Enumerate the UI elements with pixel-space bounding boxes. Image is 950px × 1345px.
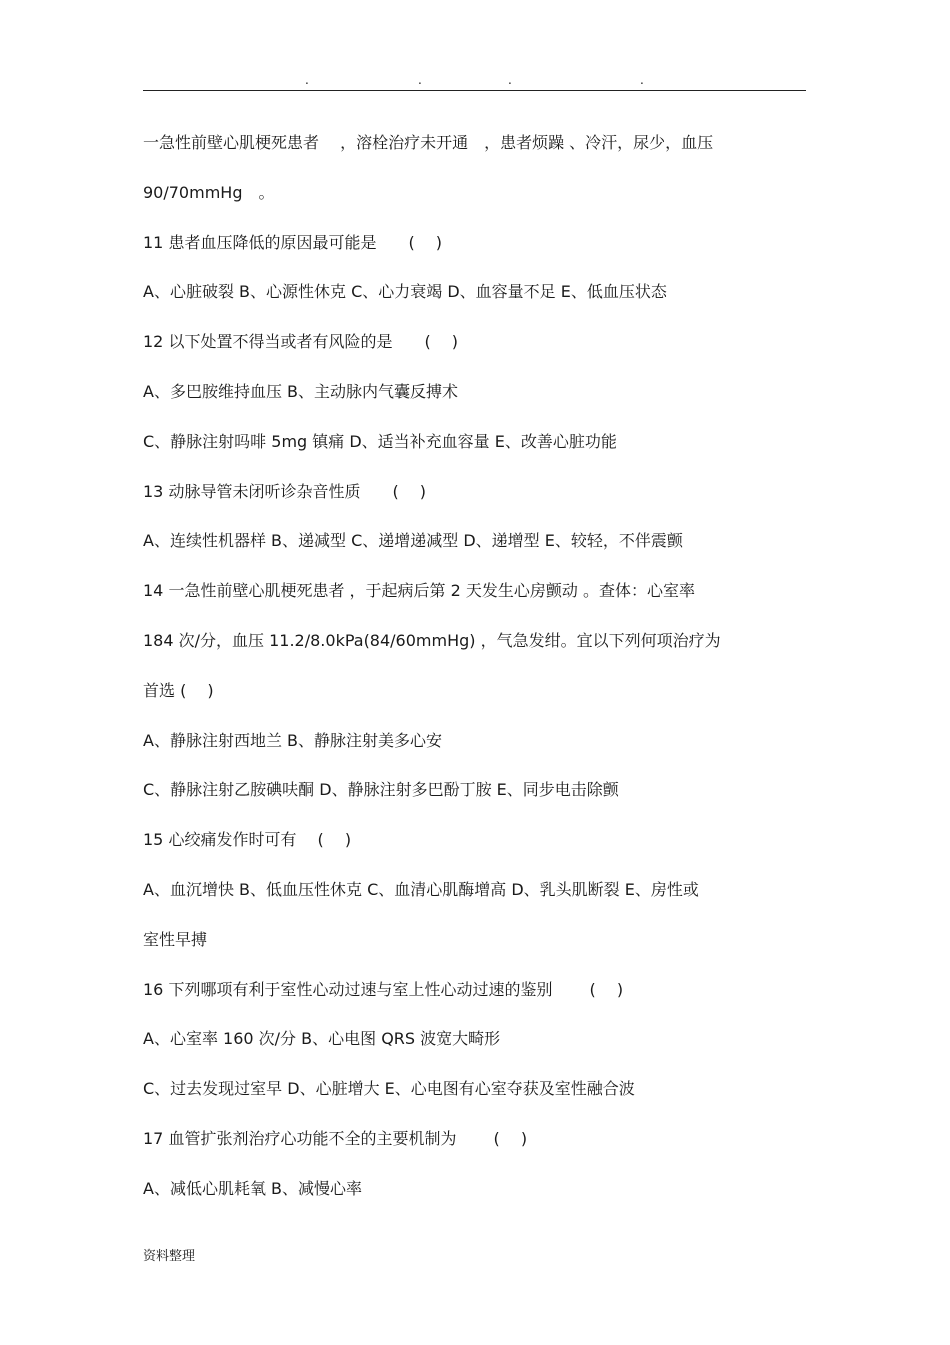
- question-17: 17 血管扩张剂治疗心功能不全的主要机制为 ( ): [143, 1128, 528, 1148]
- page-header-dots: [143, 72, 806, 88]
- question-12: 12 以下处置不得当或者有风险的是 ( ): [143, 332, 459, 352]
- question-intro-line: 一急性前壁心肌梗死患者 ，溶栓治疗未开通 ，患者烦躁 、冷汗，尿少，血压: [143, 133, 714, 152]
- question-17-options: A、减低心肌耗氧 B、减慢心率: [143, 1178, 363, 1198]
- question-11: 11 患者血压降低的原因最可能是 ( ): [143, 232, 443, 252]
- question-16-options: C、过去发现过室早 D、心脏增大 E、心电图有心室夺获及室性融合波: [143, 1079, 635, 1099]
- question-13: 13 动脉导管未闭听诊杂音性质 ( ): [143, 481, 427, 501]
- header-dot: .: [418, 73, 422, 87]
- header-dot: .: [508, 73, 512, 87]
- question-15: 15 心绞痛发作时可有 ( ): [143, 830, 352, 850]
- question-16: 16 下列哪项有利于室性心动过速与室上性心动过速的鉴别 ( ): [143, 979, 624, 999]
- question-14: 14 一急性前壁心肌梗死患者 ，于起病后第 2 天发生心房颤动 。查体：心室率: [143, 581, 695, 601]
- header-rule: [143, 90, 806, 91]
- question-12-options: C、静脉注射吗啡 5mg 镇痛 D、适当补充血容量 E、改善心脏功能: [143, 431, 617, 451]
- page-footer: 资料整理: [143, 1249, 196, 1264]
- question-14: 首选 ( ): [143, 680, 214, 700]
- question-15-options: A、血沉增快 B、低血压性休克 C、血清心肌酶增高 D、乳头肌断裂 E、房性或: [143, 879, 699, 899]
- header-dot: .: [305, 73, 309, 87]
- question-15-options: 室性早搏: [143, 929, 208, 949]
- question-14-options: A、静脉注射西地兰 B、静脉注射美多心安: [143, 730, 443, 750]
- question-intro-line: 90/70mmHg 。: [143, 182, 275, 202]
- header-dot: .: [640, 73, 644, 87]
- document-body: [143, 127, 813, 1223]
- question-14: 184 次/分，血压 11.2/8.0kPa(84/60mmHg) ，气急发绀。宜以下列何项治疗为: [143, 630, 721, 650]
- question-11-options: A、心脏破裂 B、心源性休克 C、心力衰竭 D、血容量不足 E、低血压状态: [143, 282, 667, 302]
- question-14-options: C、静脉注射乙胺碘呋酮 D、静脉注射多巴酚丁胺 E、同步电击除颤: [143, 780, 619, 800]
- question-16-options: A、心室率 160 次/分 B、心电图 QRS 波宽大畸形: [143, 1029, 501, 1049]
- question-13-options: A、连续性机器样 B、递减型 C、递增递减型 D、递增型 E、较轻，不伴震颤: [143, 531, 683, 551]
- question-12-options: A、多巴胺维持血压 B、主动脉内气囊反搏术: [143, 381, 459, 401]
